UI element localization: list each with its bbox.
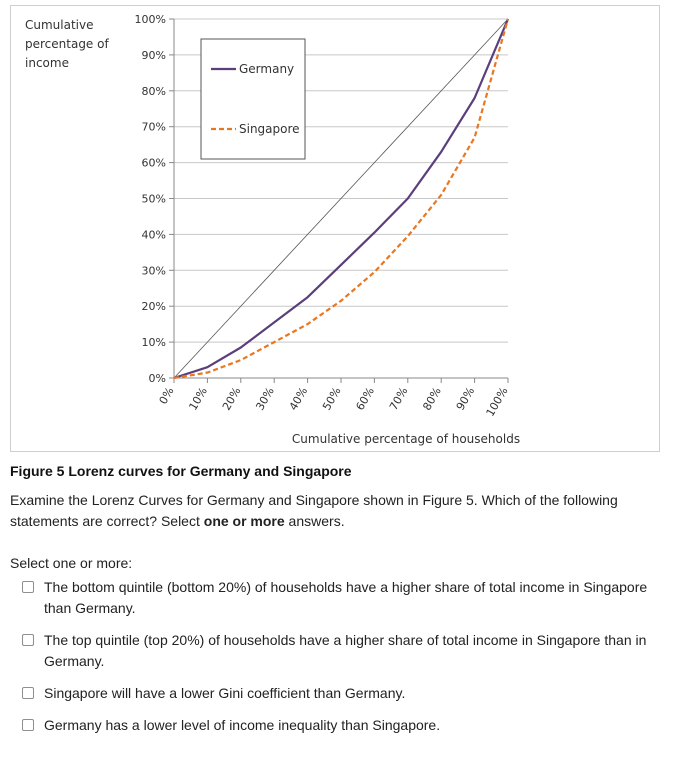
y-tick-label: 50% [141,192,166,206]
x-tick-label: 50% [320,385,344,413]
y-tick-label: 20% [141,300,166,314]
x-tick-label: 30% [253,385,277,413]
question-text [10,490,660,532]
x-tick-label: 40% [286,385,311,413]
question-emphasis: one or more [203,513,285,529]
y-tick-label: 100% [134,13,166,26]
lorenz-chart [11,6,661,453]
figure-caption: Figure 5 Lorenz curves for Germany and Singapore [10,463,352,479]
y-tick-label: 10% [141,336,166,350]
x-tick-label: 90% [453,385,478,413]
x-tick-label: 60% [353,385,377,413]
x-tick-label: 80% [420,385,444,413]
legend [201,39,305,159]
checkbox[interactable] [22,581,34,593]
y-tick-label: 70% [141,120,166,134]
checkbox[interactable] [22,687,34,699]
legend-box [201,39,305,159]
y-tick-label: 90% [141,48,166,62]
x-tick-label: 10% [186,385,210,413]
answer-option-3[interactable] [22,683,662,704]
y-tick-label: 30% [141,264,166,278]
y-tick-label: 0% [148,372,166,385]
checkbox[interactable] [22,719,34,731]
figure-box [10,5,660,452]
y-axis-title: Cumulative percentage of income [25,18,109,70]
answer-option-4[interactable] [22,715,662,736]
y-tick-label: 60% [141,156,166,170]
x-tick-label: 100% [483,385,511,419]
question-text-part: answers. [284,513,345,529]
checkbox[interactable] [22,634,34,646]
x-axis-title: Cumulative percentage of households [291,432,521,446]
legend-label: Germany [239,62,295,76]
x-tick-label: 20% [219,385,244,413]
answer-option-label: The top quintile (top 20%) of households have a higher share of total income in Singapore than in Germany. [44,632,647,669]
answer-option-label: Singapore will have a lower Gini coefficient than Germany. [44,685,406,701]
answer-option-2[interactable] [22,630,662,672]
answer-option-label: Germany has a lower level of income inequality than Singapore. [44,717,441,733]
question-text-part: Examine the Lorenz Curves for Germany and Singapore shown in Figure 5. Which of the following statements are correct? Select [10,492,618,529]
x-tick-label: 70% [386,385,411,413]
y-tick-label: 40% [141,228,166,242]
answer-option-label: The bottom quintile (bottom 20%) of households have a higher share of total income in Singapore than Germany. [44,579,648,616]
answer-option-1[interactable] [22,577,662,619]
y-tick-label: 80% [141,84,166,98]
legend-label: Singapore [239,122,300,136]
select-instruction: Select one or more: [10,555,133,571]
x-tick-label: 0% [156,385,177,407]
